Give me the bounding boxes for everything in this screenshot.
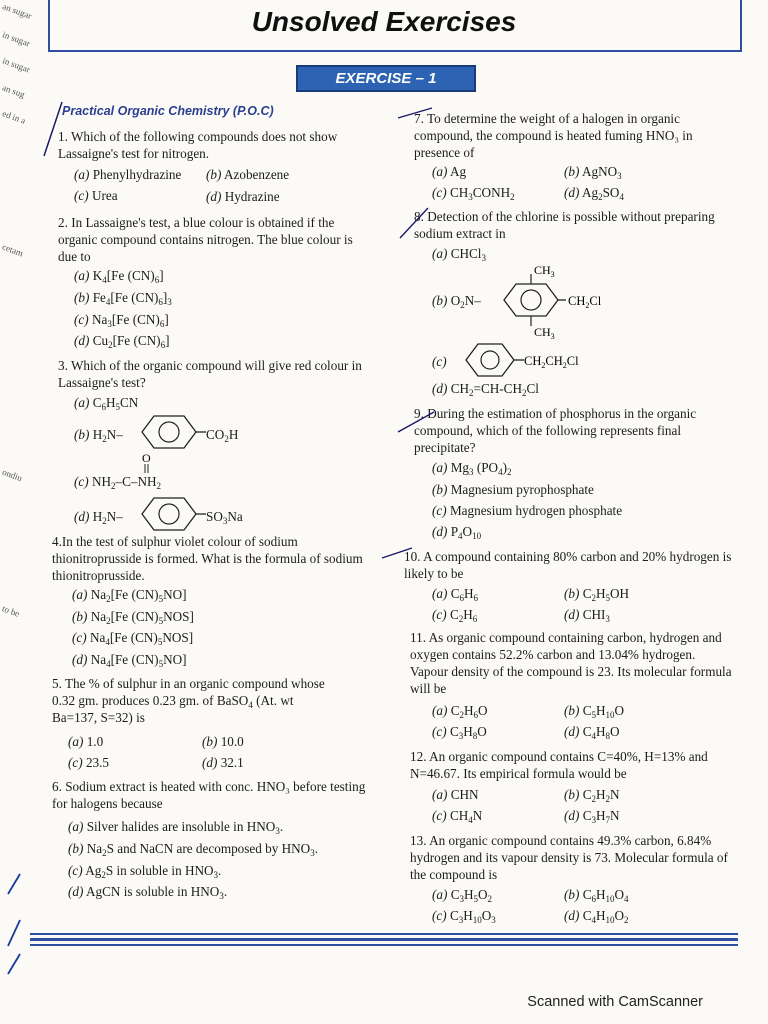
q10-option-b: (b) $C_2H_5OH$ (564, 586, 630, 603)
question-2: 2. In Lassaigne's test, a blue colour is obtained if the organic compound contains nitrogen. The blue colour is due to (58, 215, 353, 264)
question-9: 9. During the estimation of phosphorus in the organic compound, which of the following represents final precipitate? (414, 406, 697, 455)
q9-option-d: (d) $P_4O_{10}$ (432, 524, 482, 541)
question-10: 10. A compound containing 80% carbon and 20% hydrogen is likely to be (404, 549, 732, 581)
q1-option-a: (a) Phenylhydrazine (74, 167, 182, 182)
q9-option-a: (a) $Mg_3$ $(PO_4)_2$ (432, 460, 512, 477)
question-13: 13. An organic compound contains 49.3% carbon, 6.84% hydrogen and its vapour density is 73. Molecular formula of the compound is (410, 833, 728, 882)
q2-option-b: (b) $Fe_4[Fe$ $(CN)_6]_3$ (74, 290, 172, 307)
benzene-ring-structure (134, 494, 206, 534)
pen-tick-mark (396, 410, 436, 434)
q12-option-c: (c) $CH_4N$ (432, 808, 483, 825)
q10-option-d: (d) $CHI_3$ (564, 607, 610, 624)
edge-text: ed in a (1, 108, 27, 126)
q5-option-c: (c) 23.5 (68, 755, 110, 770)
q4-option-a: (a) $Na_2[Fe$ $(CN)_5NO$] (72, 587, 187, 604)
q2-option-a: (a) $K_4[Fe$ $(CN)_6$] (74, 268, 164, 285)
q1-option-c: (c) Urea (74, 188, 118, 203)
q12-option-a: (a) CHN (432, 787, 479, 802)
q7-option-d: (d) $Ag_2SO_4$ (564, 185, 624, 202)
q4-option-d: (d) $Na_4[Fe$ $(CN)_5NO$] (72, 652, 187, 669)
q11-option-c: (c) $C_3H_8O$ (432, 724, 487, 741)
q5-option-b: (b) 10.0 (202, 734, 244, 749)
edge-text: an sugar (1, 1, 34, 21)
q11-option-d: (d) $C_4H_8O$ (564, 724, 620, 741)
q10-option-a: (a) $C_6H_6$ (432, 586, 479, 603)
pen-tick-mark (396, 206, 432, 242)
q4-option-b: (b) $Na_2[Fe$ $(CN)_5NOS$] (72, 609, 194, 626)
svg-text:CH3: $CH_3$ (534, 325, 555, 341)
benzene-ring-structure (134, 412, 206, 452)
edge-text: an sug (0, 82, 27, 100)
question-8: 8. Detection of the chlorine is possible without preparing sodium extract in (414, 209, 715, 241)
edge-text: ondiu (0, 466, 24, 484)
edge-text: to be (0, 603, 21, 619)
q9-option-c: (c) Magnesium hydrogen phosphate (432, 503, 623, 518)
svg-text:O: O (142, 452, 151, 465)
q1-option-b: (b) Azobenzene (206, 167, 290, 182)
question-3: 3. Which of the organic compound will give red colour in Lassaigne's test? (58, 358, 362, 390)
q8-option-c: (c) (432, 354, 447, 369)
q6-option-d: (d) AgCN is soluble in $HNO_3$. (68, 884, 228, 901)
q12-option-d: (d) $C_3H_7N$ (564, 808, 620, 825)
q5-option-d: (d) 32.1 (202, 755, 244, 770)
q2-option-d: (d) $Cu_2[Fe$ $(CN)_6$] (74, 333, 170, 350)
scanner-watermark: Scanned with CamScanner (527, 994, 703, 1010)
q11-option-b: (b) $C_5H_{10}O$ (564, 703, 625, 720)
q10-option-c: (c) $C_2H_6$ (432, 607, 478, 624)
pen-tick-mark (380, 546, 414, 560)
edge-text: in sugar (1, 55, 32, 75)
footer-divider (30, 938, 738, 941)
q3-option-b: (b) $H_2N-$ (74, 427, 123, 444)
q3-option-b-group: $CO_2H$ (206, 427, 239, 444)
q7-option-b: (b) AgNO$_3$ (564, 164, 622, 181)
q3-option-d: (d) $H_2N-$ (74, 509, 123, 526)
footer-divider (30, 944, 738, 946)
q6-option-b: (b) $Na_2S$ and NaCN are decomposed by $HNO_3$. (68, 841, 319, 858)
page-title: Unsolved Exercises (251, 6, 517, 37)
pen-tick-mark (6, 872, 22, 896)
edge-text: in sugar (1, 29, 32, 49)
q6-option-a: (a) Silver halides are insoluble in $HNO_3$. (68, 819, 284, 836)
q8-option-a: (a) CHCl$_3$ (432, 246, 486, 263)
q6-option-c: (c) $Ag_2S$ in soluble in $HNO_3$. (68, 863, 222, 880)
question-6: 6. Sodium extract is heated with conc. HNO₃ before testing for halogens because (52, 779, 366, 811)
q8-option-d: (d) $CH_2=CH-CH_2Cl$ (432, 381, 539, 398)
benzene-ring-structure (458, 340, 618, 380)
q13-option-b: (b) $C_6H_{10}O_4$ (564, 887, 629, 904)
pen-tick-mark (6, 952, 22, 976)
q11-option-a: (a) $C_2H_6O$ (432, 703, 488, 720)
footer-divider (30, 933, 738, 935)
question-4: 4.In the test of sulphur violet colour of sodium thionitroprusside is formed. What is the formula of sodium thionitroprusside. (52, 534, 363, 583)
q13-option-c: (c) $C_3H_{10}O_3$ (432, 908, 496, 925)
q7-option-c: (c) $CH_3CONH_2$ (432, 185, 515, 202)
q3-option-c: (c) $NH_2-C-NH_2$ (74, 474, 162, 491)
svg-text:CH3: $CH_3$ (534, 263, 555, 279)
q9-option-b: (b) Magnesium pyrophosphate (432, 482, 594, 497)
question-7: 7. To determine the weight of a halogen in organic compound, the compound is heated fuming HNO₃ in presence of (414, 111, 693, 160)
q13-option-a: (a) $C_3H_5O_2$ (432, 887, 493, 904)
exercise-banner: EXERCISE – 1 (296, 65, 476, 92)
question-12: 12. An organic compound contains C=40%, H=13% and N=46.67. Its empirical formula would be (410, 749, 708, 781)
q2-option-c: (c) $Na_3[Fe$ $(CN)_6$] (74, 312, 169, 329)
question-5: 5. The % of sulphur in an organic compound whose 0.32 gm. produces 0.23 gm. of BaSO$_4$ (At. wt Ba=137, S=32) is (52, 676, 325, 725)
q8-option-b: (b) $O_2N-$ (432, 293, 481, 310)
question-1: 1. Which of the following compounds does not show Lassaigne's test for nitrogen. (58, 129, 338, 161)
nitro-toluene-structure (496, 262, 628, 342)
q3-option-a: (a) $C_6H_5CN$ (74, 395, 139, 412)
q1-option-d: (d) Hydrazine (206, 189, 280, 204)
svg-text:CH2CH2Cl: $CH_2CH_2Cl$ (524, 354, 579, 370)
question-11: 11. As organic compound containing carbon, hydrogen and oxygen contains 52.2% carbon and 13.04% hydrogen. Vapour density of the compound is 23. Its molecular formula will be (410, 630, 732, 696)
edge-text: cetam (0, 241, 25, 259)
q13-option-d: (d) $C_4H_{10}O_2$ (564, 908, 629, 925)
q4-option-c: (c) $Na_4[Fe$ $(CN)_5NOS$] (72, 630, 194, 647)
q5-option-a: (a) 1.0 (68, 734, 104, 749)
q12-option-b: (b) $C_2H_2N$ (564, 787, 620, 804)
q3-option-d-group: $SO_3Na$ (206, 509, 243, 526)
carbonyl-double-bond (140, 452, 154, 474)
pen-tick-mark (6, 918, 22, 948)
q7-option-a: (a) Ag (432, 164, 467, 179)
svg-text:CH2Cl: $CH_2Cl$ (568, 294, 602, 310)
pen-tick-mark (396, 106, 436, 120)
pen-tick-mark (40, 100, 70, 160)
section-heading: Practical Organic Chemistry (P.O.C) (62, 104, 274, 118)
